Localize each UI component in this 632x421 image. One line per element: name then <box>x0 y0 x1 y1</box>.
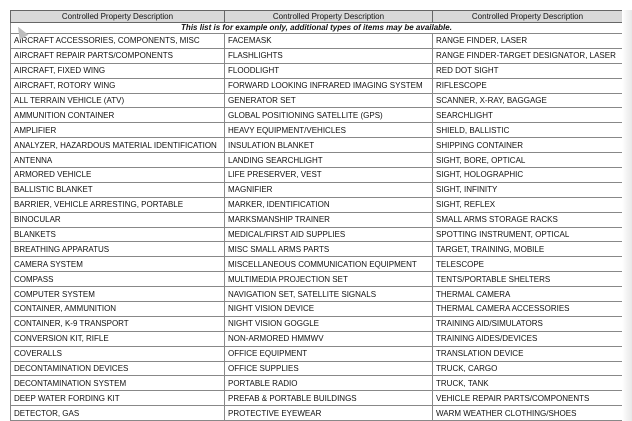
table-cell: TRUCK, CARGO <box>433 361 623 376</box>
table-cell: THERMAL CAMERA ACCESSORIES <box>433 302 623 317</box>
table-cell: SHIPPING CONTAINER <box>433 138 623 153</box>
table-cell: NIGHT VISION DEVICE <box>225 302 433 317</box>
table-cell: FORWARD LOOKING INFRARED IMAGING SYSTEM <box>225 78 433 93</box>
table-cell: OFFICE EQUIPMENT <box>225 346 433 361</box>
table-row <box>11 376 623 391</box>
table-cell: ARMORED VEHICLE <box>11 168 225 183</box>
table-row <box>11 93 623 108</box>
table-cell: RANGE FINDER-TARGET DESIGNATOR, LASER <box>433 48 623 63</box>
column-header: Controlled Property Description <box>11 11 225 23</box>
column-header: Controlled Property Description <box>433 11 623 23</box>
table-row <box>11 48 623 63</box>
table-cell: TARGET, TRAINING, MOBILE <box>433 242 623 257</box>
table-cell: TRAINING AIDES/DEVICES <box>433 331 623 346</box>
table-row <box>11 316 623 331</box>
table-cell: MISCELLANEOUS COMMUNICATION EQUIPMENT <box>225 257 433 272</box>
property-table-container <box>10 10 622 421</box>
table-row <box>11 331 623 346</box>
table-cell: TENTS/PORTABLE SHELTERS <box>433 272 623 287</box>
table-row <box>11 361 623 376</box>
table-cell: FLOODLIGHT <box>225 63 433 78</box>
table-cell: SIGHT, HOLOGRAPHIC <box>433 168 623 183</box>
controlled-property-table <box>10 10 623 421</box>
table-cell: DETECTOR, GAS <box>11 406 225 421</box>
table-cell: NIGHT VISION GOGGLE <box>225 316 433 331</box>
table-cell: CONTAINER, K-9 TRANSPORT <box>11 316 225 331</box>
table-cell: TRUCK, TANK <box>433 376 623 391</box>
table-row <box>11 272 623 287</box>
table-cell: INSULATION BLANKET <box>225 138 433 153</box>
table-cell: CONTAINER, AMMUNITION <box>11 302 225 317</box>
table-row <box>11 63 623 78</box>
table-row <box>11 242 623 257</box>
table-row <box>11 123 623 138</box>
table-cell: FACEMASK <box>225 34 433 49</box>
table-cell: OFFICE SUPPLIES <box>225 361 433 376</box>
table-cell: DEEP WATER FORDING KIT <box>11 391 225 406</box>
table-row <box>11 257 623 272</box>
table-cell: BREATHING APPARATUS <box>11 242 225 257</box>
table-cell: MISC SMALL ARMS PARTS <box>225 242 433 257</box>
table-row <box>11 227 623 242</box>
table-cell: COMPUTER SYSTEM <box>11 287 225 302</box>
table-cell: DECONTAMINATION DEVICES <box>11 361 225 376</box>
table-cell: MULTIMEDIA PROJECTION SET <box>225 272 433 287</box>
table-cell: SEARCHLIGHT <box>433 108 623 123</box>
table-cell: CONVERSION KIT, RIFLE <box>11 331 225 346</box>
table-cell: BALLISTIC BLANKET <box>11 182 225 197</box>
example-note: This list is for example only, additional types of items may be available. <box>11 23 623 34</box>
page-shadow <box>622 10 632 421</box>
table-cell: MAGNIFIER <box>225 182 433 197</box>
table-cell: TELESCOPE <box>433 257 623 272</box>
table-cell: AIRCRAFT, FIXED WING <box>11 63 225 78</box>
table-cell: LANDING SEARCHLIGHT <box>225 153 433 168</box>
table-cell: GLOBAL POSITIONING SATELLITE (GPS) <box>225 108 433 123</box>
table-cell: TRAINING AID/SIMULATORS <box>433 316 623 331</box>
table-cell: SHIELD, BALLISTIC <box>433 123 623 138</box>
table-cell: ANTENNA <box>11 153 225 168</box>
table-cell: LIFE PRESERVER, VEST <box>225 168 433 183</box>
table-cell: SIGHT, INFINITY <box>433 182 623 197</box>
table-cell: BARRIER, VEHICLE ARRESTING, PORTABLE <box>11 197 225 212</box>
table-cell: PORTABLE RADIO <box>225 376 433 391</box>
table-cell: NON-ARMORED HMMWV <box>225 331 433 346</box>
table-row <box>11 302 623 317</box>
table-row <box>11 212 623 227</box>
table-cell: RED DOT SIGHT <box>433 63 623 78</box>
table-cell: SMALL ARMS STORAGE RACKS <box>433 212 623 227</box>
table-row <box>11 406 623 421</box>
table-row <box>11 78 623 93</box>
table-cell: FLASHLIGHTS <box>225 48 433 63</box>
table-row <box>11 197 623 212</box>
table-cell: TRANSLATION DEVICE <box>433 346 623 361</box>
table-cell: ALL TERRAIN VEHICLE (ATV) <box>11 93 225 108</box>
table-row <box>11 391 623 406</box>
table-row <box>11 34 623 49</box>
table-cell: RANGE FINDER, LASER <box>433 34 623 49</box>
table-cell: COVERALLS <box>11 346 225 361</box>
table-cell: AIRCRAFT ACCESSORIES, COMPONENTS, MISC <box>11 34 225 49</box>
table-cell: AIRCRAFT, ROTORY WING <box>11 78 225 93</box>
table-cell: SPOTTING INSTRUMENT, OPTICAL <box>433 227 623 242</box>
table-row <box>11 168 623 183</box>
table-cell: GENERATOR SET <box>225 93 433 108</box>
table-cell: COMPASS <box>11 272 225 287</box>
table-row <box>11 346 623 361</box>
table-cell: THERMAL CAMERA <box>433 287 623 302</box>
table-cell: SIGHT, REFLEX <box>433 197 623 212</box>
header-row <box>11 11 623 23</box>
table-cell: HEAVY EQUIPMENT/VEHICLES <box>225 123 433 138</box>
table-cell: RIFLESCOPE <box>433 78 623 93</box>
table-cell: DECONTAMINATION SYSTEM <box>11 376 225 391</box>
table-row <box>11 182 623 197</box>
table-cell: SCANNER, X-RAY, BAGGAGE <box>433 93 623 108</box>
table-cell: PROTECTIVE EYEWEAR <box>225 406 433 421</box>
table-cell: SIGHT, BORE, OPTICAL <box>433 153 623 168</box>
table-cell: WARM WEATHER CLOTHING/SHOES <box>433 406 623 421</box>
table-cell: AIRCRAFT REPAIR PARTS/COMPONENTS <box>11 48 225 63</box>
table-row <box>11 153 623 168</box>
table-cell: AMMUNITION CONTAINER <box>11 108 225 123</box>
table-cell: NAVIGATION SET, SATELLITE SIGNALS <box>225 287 433 302</box>
table-cell: MEDICAL/FIRST AID SUPPLIES <box>225 227 433 242</box>
table-row <box>11 287 623 302</box>
table-cell: MARKER, IDENTIFICATION <box>225 197 433 212</box>
table-cell: CAMERA SYSTEM <box>11 257 225 272</box>
table-cell: BLANKETS <box>11 227 225 242</box>
table-cell: BINOCULAR <box>11 212 225 227</box>
table-cell: AMPLIFIER <box>11 123 225 138</box>
note-row <box>11 23 623 34</box>
table-cell: MARKSMANSHIP TRAINER <box>225 212 433 227</box>
table-row <box>11 108 623 123</box>
column-header: Controlled Property Description <box>225 11 433 23</box>
table-row <box>11 138 623 153</box>
table-cell: VEHICLE REPAIR PARTS/COMPONENTS <box>433 391 623 406</box>
table-cell: ANALYZER, HAZARDOUS MATERIAL IDENTIFICATION <box>11 138 225 153</box>
table-cell: PREFAB & PORTABLE BUILDINGS <box>225 391 433 406</box>
